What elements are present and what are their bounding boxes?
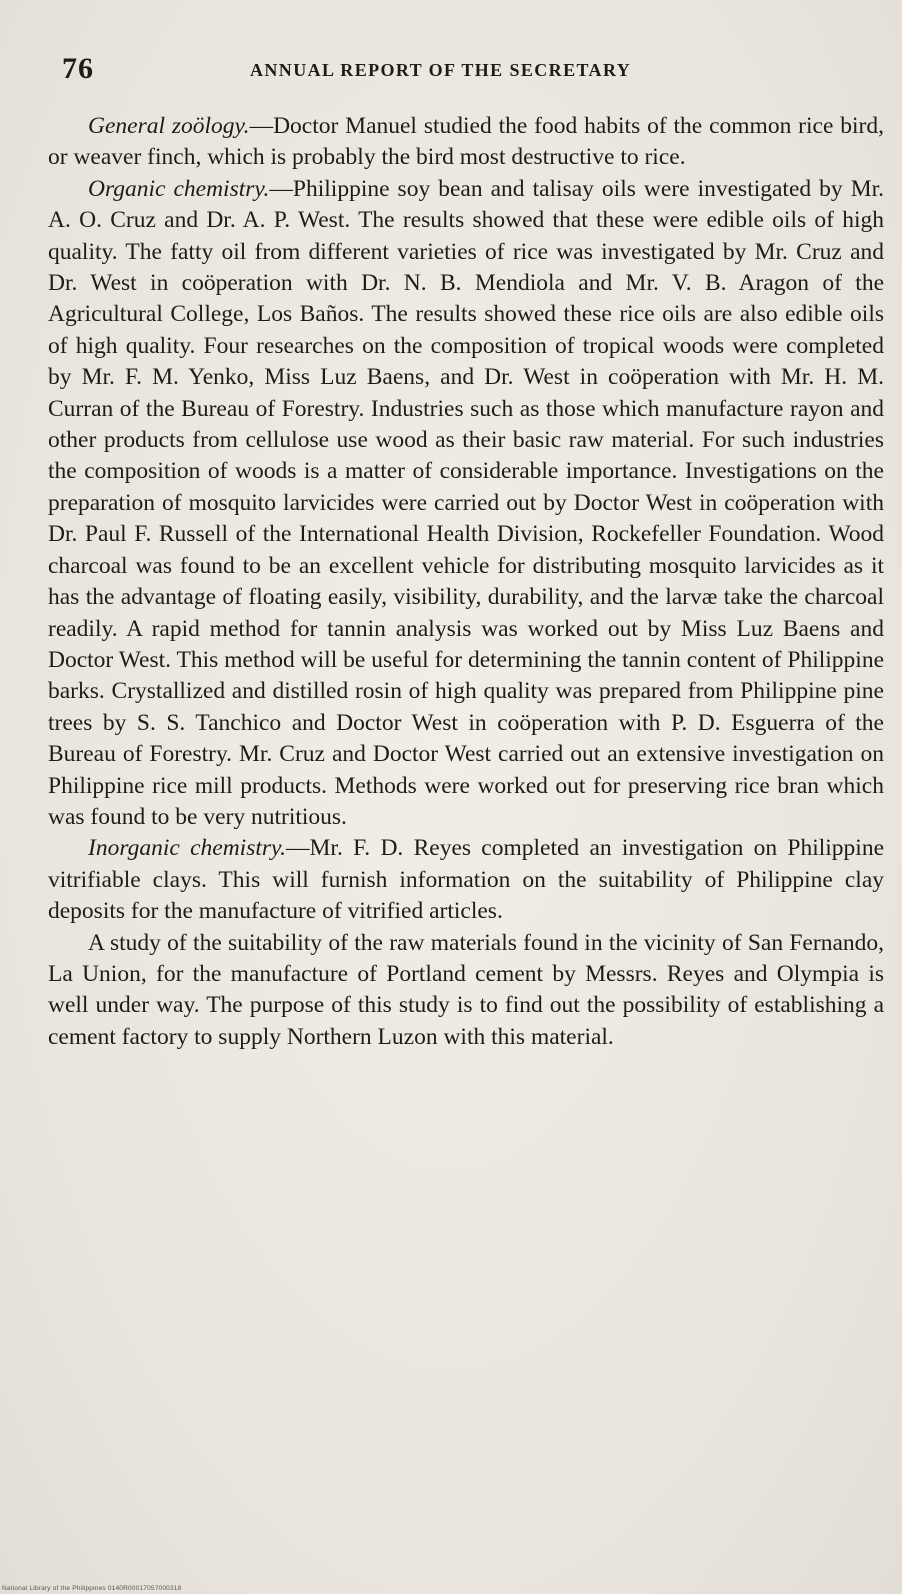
paragraph-cement-study xyxy=(48,928,884,1054)
heading-dash: — xyxy=(286,835,310,862)
section-heading: Inorganic chemistry. xyxy=(88,835,287,862)
paragraph-inorganic-chemistry xyxy=(48,833,884,927)
paragraph-general-zoology xyxy=(48,111,884,174)
body-text xyxy=(48,111,884,1053)
heading-dash: — xyxy=(249,113,274,139)
paragraph-text: Philippine soy bean and talisay oils were investigated by Mr. A. O. Cruz and Dr. A. P. West. The results showed that these were edible oils of high quality. The fatty oil from different varieties of rice was investigated by Mr. Cruz and Dr. West in coöperation with Dr. N. B. Mendiola and Mr. V. B. Aragon of the Agricultural College, Los Baños. The results showed these rice oils are also edible oils of high quality. Four researches on the composition of tropical woods were completed by Mr. F. M. Yenko, Miss Luz Baens, and Dr. West in coöperation with Mr. H. M. Curran of the Bureau of Forestry. Industries such as those which manufacture rayon and other products from cellulose use wood as their basic raw material. For such industries the composition of woods is a matter of considerable importance. Investigations on the preparation of mosquito larvicides were carried out by Doctor West in coöperation with Dr. Paul F. Russell of the International Health Division, Rockefeller Foundation. Wood charcoal was found to be an excellent vehicle for distributing mosquito larvicides as it has the advantage of floating easily, visibility, durability, and the larvæ take the charcoal readily. A rapid method for tannin analysis was worked out by Miss Luz Baens and Doctor West. This method will be useful for determining the tannin content of Philippine barks. Crystallized and distilled rosin of high quality was prepared from Philippine pine trees by S. S. Tanchico and Doctor West in coöperation with P. D. Esguerra of the Bureau of Forestry. Mr. Cruz and Doctor West carried out an extensive investigation on Philippine rice mill products. Methods were worked out for preserving rice bran which was found to be very nutritious. xyxy=(48,175,884,830)
paragraph-text: Mr. F. D. Reyes completed an investigation on Philippine vitrifiable clays. This will furnish information on the suitability of Philippine clay deposits for the manufacture of vitrified articles. xyxy=(48,835,884,925)
running-head: ANNUAL REPORT OF THE SECRETARY xyxy=(250,60,632,80)
section-heading: General zoölogy. xyxy=(88,113,250,139)
paragraph-text: Doctor Manuel studied the food habits of the common rice bird, or weaver finch, which is probably the bird most destructive to rice. xyxy=(48,113,884,171)
scan-footer-note: National Library of the Philippines 0140R00017057000318 xyxy=(2,1585,182,1592)
heading-dash: — xyxy=(269,175,293,202)
paragraph-text: A study of the suitability of the raw materials found in the vicinity of San Fernando, La Union, for the manufacture of Portland cement by Messrs. Reyes and Olympia is well under way. The purpose of this study is to find out the possibility of establishing a cement factory to supply Northern Luzon with this material. xyxy=(48,929,884,1050)
section-heading: Organic chemistry. xyxy=(88,175,270,202)
page-header xyxy=(62,52,862,92)
page-number: 76 xyxy=(62,52,94,85)
paragraph-organic-chemistry xyxy=(48,174,884,834)
